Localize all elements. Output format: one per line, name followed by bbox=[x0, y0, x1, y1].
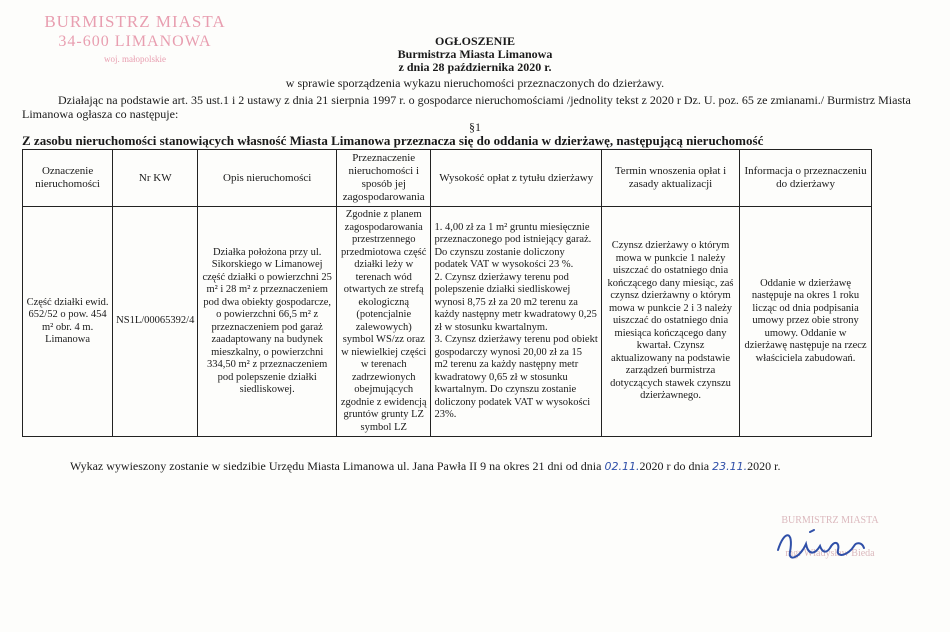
oplaty-item-3: 3. Czynsz dzierżawy terenu pod obiekt gospodarczy wynosi 20,00 zł za 15 m2 terenu za każdy następny metr kwadratowy 0,65 zł w stosunku kwartalnym. Do czynszu zostanie doliczony podatek VAT w wysokości 23%. bbox=[434, 334, 598, 420]
header-cell: Nr KW bbox=[113, 150, 198, 207]
stamp-bottom-line-2: mgr Władysław Bieda bbox=[785, 548, 875, 559]
table-row bbox=[23, 207, 872, 437]
oplaty-item-1: 1. 4,00 zł za 1 m² gruntu miesięcznie przeznaczonego pod istniejący garaż. Do czynszu zostanie doliczony podatek VAT w wysokości 23 %. bbox=[434, 221, 592, 270]
document-title: OGŁOSZENIE bbox=[434, 34, 516, 48]
header-cell: Opis nieruchomości bbox=[198, 150, 337, 207]
header-cell: Informacja o przeznaczeniu do dzierżawy bbox=[740, 150, 872, 207]
cell-przeznaczenie: Zgodnie z planem zagospodarowania przestrzennego przedmiotowa część działki leży w terenach wód otwartych ze strefą ekologiczną (potencjalnie zalewowych) symbol WS/zz oraz w niewielkiej części w terenach zadrzewionych obejmujących zgodnie z ewidencją gruntów grunty LZ symbol LZ bbox=[337, 207, 431, 437]
section-mark: §1 bbox=[469, 120, 481, 134]
lead-sentence: Z zasobu nieruchomości stanowiących własność Miasta Limanowa przeznacza się do oddania w dzierżawę, następującą nieruchomość bbox=[22, 133, 764, 148]
header-cell: Termin wnoszenia opłat i zasady aktualizacji bbox=[601, 150, 739, 207]
property-table bbox=[22, 149, 872, 437]
signature-icon bbox=[770, 520, 880, 570]
header-cell: Oznaczenie nieruchomości bbox=[23, 150, 113, 207]
header-cell: Wysokość opłat z tytułu dzierżawy bbox=[431, 150, 602, 207]
cell-nr-kw: NS1L/00065392/4 bbox=[113, 207, 198, 437]
note-text-before: Wykaz wywieszony zostanie w siedzibie Urzędu Miasta Limanowa ul. Jana Pawła II 9 na okres 21 dni od dnia bbox=[70, 459, 605, 473]
stamp-line-1: BURMISTRZ MIASTA bbox=[44, 12, 226, 31]
intro-paragraph: Działając na podstawie art. 35 ust.1 i 2 ustawy z dnia 21 sierpnia 1997 r. o gospodarce nieruchomościami /jednolity tekst z 2020 r Dz. U. poz. 65 ze zmianami./ Burmistrz Miasta Limanowa ogłasza co następuje: bbox=[22, 93, 911, 121]
document-subject: w sprawie sporządzenia wykazu nieruchomości przeznaczonych do dzierżawy. bbox=[285, 76, 665, 90]
note-text-middle: 2020 r do dnia bbox=[639, 459, 713, 473]
posting-note bbox=[70, 459, 780, 474]
cell-termin: Czynsz dzierżawy o którym mowa w punkcie 1 należy uiszczać do ostatniego dnia kończącego dany miesiąc, zaś czynsz dzierżawny o którym mowa w punkcie 2 i 3 należy uiszczać do ostatniego dnia miesiąca kończącego dany kwartał. Czynsz aktualizowany na podstawie zarządzeń burmistrza dotyczących stawek czynszu dzierżawnego. bbox=[601, 207, 739, 437]
oplaty-item-2: 2. Czynsz dzierżawy terenu pod polepszenie działki siedliskowej wynosi 8,75 zł za 20 m2 terenu za każdy następny metr kwadratowy 0,25 zł w stosunku kwartalnym. bbox=[434, 271, 597, 333]
handwritten-date-to: 23.11. bbox=[712, 460, 748, 473]
header-cell: Przeznaczenie nieruchomości i sposób jej zagospodarowania bbox=[337, 150, 431, 207]
stamp-line-2: 34-600 LIMANOWA bbox=[58, 33, 212, 50]
cell-oplaty bbox=[431, 207, 602, 437]
document-date: z dnia 28 października 2020 r. bbox=[398, 60, 552, 74]
cell-opis: Działka położona przy ul. Sikorskiego w Limanowej część działki o powierzchni 25 m² i 28 m² z przeznaczeniem pod dwa obiekty gospodarcze, o powierzchni 66,5 m² z przeznaczeniem pod garaż zaadaptowany na budynek mieszkalny, o powierzchni 334,50 m² z przeznaczeniem pod polepszenie działki siedliskowej. bbox=[198, 207, 337, 437]
cell-oznaczenie: Część działki ewid. 652/52 o pow. 454 m² obr. 4 m. Limanowa bbox=[23, 207, 113, 437]
note-text-after: 2020 r. bbox=[747, 459, 781, 473]
stamp-bottom-line-1: BURMISTRZ MIASTA bbox=[781, 515, 879, 526]
cell-informacja: Oddanie w dzierżawę następuje na okres 1 roku licząc od dnia podpisania umowy przez obie strony umowy. Oddanie w dzierżawę następuje na rzecz właściciela zabudowań. bbox=[740, 207, 872, 437]
document-subtitle: Burmistrza Miasta Limanowa bbox=[397, 47, 553, 61]
table-header-row bbox=[23, 150, 872, 207]
handwritten-date-from: 02.11. bbox=[604, 460, 640, 473]
stamp-line-3: woj. małopolskie bbox=[104, 54, 166, 64]
